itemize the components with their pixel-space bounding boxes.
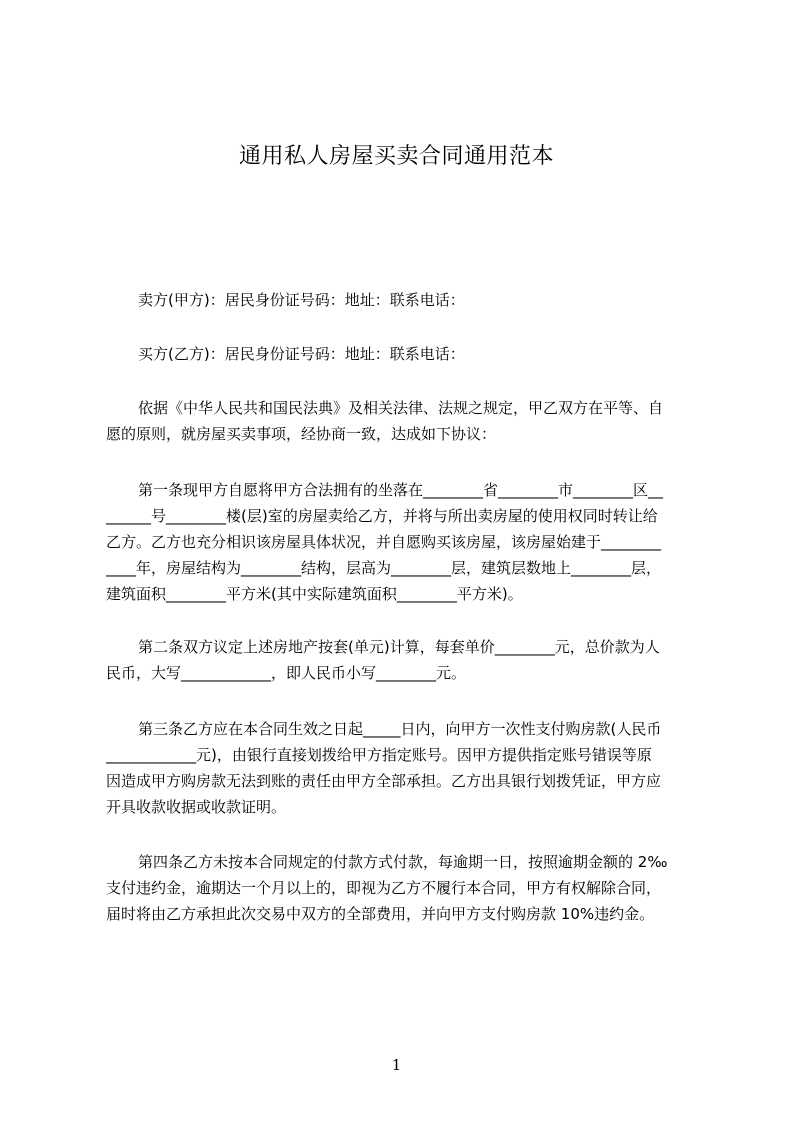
article-1-line-4: ____年，房屋结构为________结构，层高为________层，建筑层数地上________层，: [106, 559, 662, 577]
article-1-line-5: 建筑面积________平方米(其中实际建筑面积________平方米)。: [106, 585, 523, 603]
article-2-line-1: 第二条双方议定上述房地产按套(单元)计算，每套单价________元，总价款为人: [138, 638, 660, 656]
article-1-paragraph: [106, 477, 702, 607]
article-1-line-3: 乙方。乙方也充分相识该房屋具体状况，并自愿购买该房屋，该房屋始建于________: [106, 533, 662, 551]
article-2-paragraph: [106, 634, 702, 686]
article-3-paragraph: [106, 716, 702, 820]
intro-paragraph: [106, 395, 702, 447]
seller-line: 卖方(甲方)：居民身份证号码：地址：联系电话：: [138, 291, 465, 309]
article-4-line-3: 届时将由乙方承担此次交易中双方的全部费用，并向甲方支付购房款 10%违约金。: [106, 905, 655, 923]
article-2-line-2: 民币，大写____________，即人民币小写________元。: [106, 664, 467, 682]
article-3-line-3: 因造成甲方购房款无法到账的责任由甲方全部承担。乙方出具银行划拨凭证，甲方应: [106, 772, 662, 790]
page-number: 1: [391, 1056, 402, 1074]
article-1-line-2: ______号________楼(层)室的房屋卖给乙方，并将与所出卖房屋的使用权同时转让给: [106, 507, 658, 525]
buyer-line: 买方(乙方)：居民身份证号码：地址：联系电话：: [138, 345, 465, 363]
article-3-line-4: 开具收款收据或收款证明。: [106, 798, 287, 816]
intro-line-1: 依据《中华人民共和国民法典》及相关法律、法规之规定，甲乙双方在平等、自: [138, 399, 664, 417]
article-4-paragraph: [106, 849, 702, 927]
document-title: 通用私人房屋买卖合同通用范本: [238, 144, 554, 169]
article-3-line-1: 第三条乙方应在本合同生效之日起_____日内，向甲方一次性支付购房款(人民币: [138, 720, 662, 738]
article-3-line-2: ____________元)，由银行直接划拨给甲方指定账号。因甲方提供指定账号错误等原: [106, 746, 652, 764]
article-1-line-1: 第一条现甲方自愿将甲方合法拥有的坐落在________省________市________区__: [138, 481, 664, 499]
article-4-line-2: 支付违约金，逾期达一个月以上的，即视为乙方不履行本合同，甲方有权解除合同，: [106, 879, 662, 897]
article-4-line-1: 第四条乙方未按本合同规定的付款方式付款，每逾期一日，按照逾期金额的 2‰: [138, 853, 668, 871]
intro-line-2: 愿的原则，就房屋买卖事项，经协商一致，达成如下协议：: [106, 425, 497, 443]
